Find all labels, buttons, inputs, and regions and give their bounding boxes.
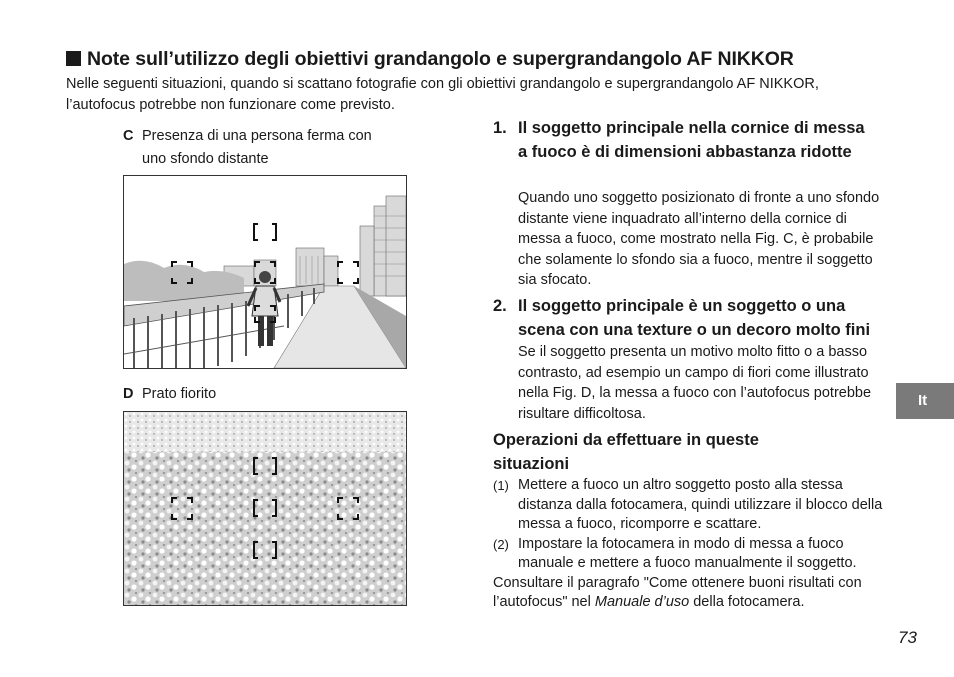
list-item <box>493 535 893 574</box>
section-1-heading <box>493 116 873 164</box>
manual-title: Manuale d’uso <box>594 594 690 610</box>
section-1-body: Quando uno soggetto posizionato di fronte a uno sfondo distante viene inquadrato all’interno della cornice di messa a fuoco, come mostrato nella Fig. C, è probabile che solamente lo sfondo sia a fuoco, mentre il soggetto sia sfocato. <box>518 190 880 288</box>
figure-d-letter: D <box>123 386 134 402</box>
operations-list <box>493 476 893 613</box>
figure-c-caption-line2: uno sfondo distante <box>142 151 269 167</box>
figure-d-caption <box>123 383 216 406</box>
figure-c-caption-line1: Presenza di una persona ferma con <box>142 128 372 144</box>
figure-c-caption <box>123 125 413 171</box>
intro-paragraph: Nelle seguenti situazioni, quando si scattano fotografie con gli obiettivi grandangolo e supergrandangolo AF NIKKOR, l’autofocus potrebbe non funzionare come previsto. <box>66 76 819 113</box>
section-2-number: 2. <box>493 297 507 315</box>
section-1-number: 1. <box>493 119 507 137</box>
section-2-body: Se il soggetto presenta un motivo molto fitto o a basso contrasto, ad esempio un campo di fiori come illustrato nella Fig. D, la messa a fuoco con l’autofocus potrebbe risultare difficoltosa. <box>518 344 872 422</box>
language-tab: It <box>896 383 954 419</box>
page-number: 73 <box>898 628 917 647</box>
list-item-text: Mettere a fuoco un altro soggetto posto alla stessa distanza dalla fotocamera, quindi utilizzare il blocco della messa a fuoco, ricomporre e scattare. <box>518 477 883 532</box>
figure-d-photo <box>123 411 407 606</box>
section-2-title: Il soggetto principale è un soggetto o una scena con una texture o un decoro molto fini <box>518 297 871 339</box>
square-bullet-icon <box>66 51 81 66</box>
operations-reference: Consultare il paragrafo "Come ottenere buoni risultati con l’autofocus" nel Manuale d’uso della fotocamera. <box>493 574 862 610</box>
list-item-number: (2) <box>493 536 509 552</box>
figure-c-photo <box>123 175 407 369</box>
figure-c-letter: C <box>123 128 134 144</box>
list-item-text: Impostare la fotocamera in modo di messa a fuoco manuale e mettere a fuoco manualmente il soggetto. <box>518 535 857 571</box>
section-1-title: Il soggetto principale nella cornice di messa a fuoco è di dimensioni abbastanza ridotte <box>518 119 865 161</box>
section-2-heading <box>493 294 883 342</box>
page-title: Note sull’utilizzo degli obiettivi grandangolo e supergrandangolo AF NIKKOR <box>66 48 794 71</box>
operations-heading: Operazioni da effettuare in queste situazioni <box>493 431 759 473</box>
figure-d-caption-text: Prato fiorito <box>142 386 217 402</box>
list-item <box>493 476 893 535</box>
list-item-number: (1) <box>493 478 509 493</box>
